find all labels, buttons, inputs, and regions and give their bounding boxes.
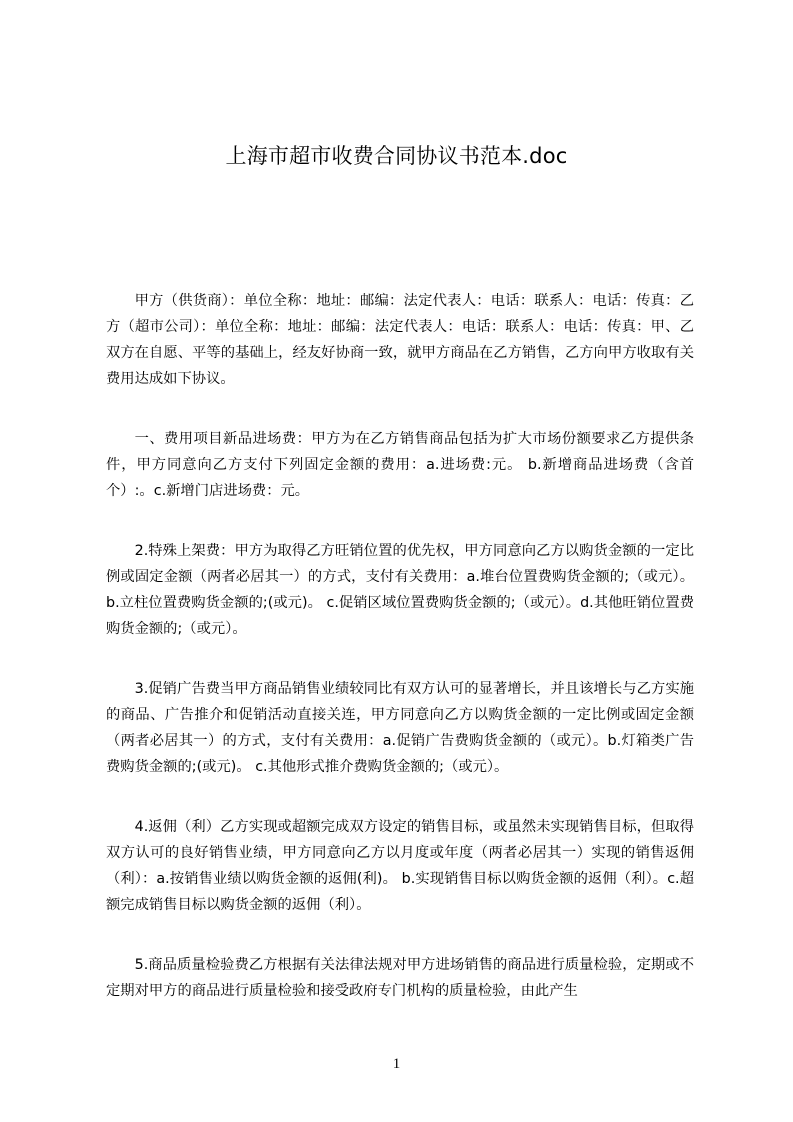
paragraph-shelf-fee: 2.特殊上架费：甲方为取得乙方旺销位置的优先权，甲方同意向乙方以购货金额的一定比例或固定金额（两者必居其一）的方式，支付有关费用：a.堆台位置费购货金额的;（或元）。b.立柱位置费购货金额的;(或元)。 c.促销区域位置费购货金额的;（或元）。d.其他旺销位置费购货金额的;（或元）。 (106, 543, 694, 637)
paragraph-entry-fee: 一、费用项目新品进场费：甲方为在乙方销售商品包括为扩大市场份额要求乙方提供条件，甲方同意向乙方支付下列固定金额的费用：a.进场费:元。 b.新增商品进场费（含首个）:。c.新增门店进场费：元。 (106, 431, 694, 499)
paragraph-quality-fee: 5.商品质量检验费乙方根据有关法律法规对甲方进场销售的商品进行质量检验，定期或不定期对甲方的商品进行质量检验和接受政府专门机构的质量检验，由此产生 (106, 957, 694, 999)
paragraph-ad-fee: 3.促销广告费当甲方商品销售业绩较同比有双方认可的显著增长，并且该增长与乙方实施的商品、广告推介和促销活动直接关连，甲方同意向乙方以购货金额的一定比例或固定金额（两者必居其一）的方式，支付有关费用：a.促销广告费购货金额的（或元）。b.灯箱类广告费购货金额的;(或元)。 c.其他形式推介费购货金额的;（或元）。 (106, 681, 694, 775)
page-number: 1 (392, 1056, 401, 1072)
paragraph-rebate: 4.返佣（利）乙方实现或超额完成双方设定的销售目标，或虽然未实现销售目标，但取得双方认可的良好销售业绩，甲方同意向乙方以月度或年度（两者必居其一）实现的销售返佣（利）：a.按销售业绩以购货金额的返佣(利)。 b.实现销售目标以购货金额的返佣（利）。c.超额完成销售目标以购货金额的返佣（利）。 (106, 819, 694, 913)
paragraph-parties: 甲方（供货商）：单位全称：地址：邮编：法定代表人：电话：联系人：电话：传真：乙方（超市公司）：单位全称：地址：邮编：法定代表人：电话：联系人：电话：传真：甲、乙双方在自愿、平等的基础上，经友好协商一致，就甲方商品在乙方销售，乙方向甲方收取有关费用达成如下协议。 (106, 293, 694, 387)
document-title: 上海市超市收费合同协议书范本.doc (225, 144, 568, 168)
document-body (106, 288, 694, 1038)
